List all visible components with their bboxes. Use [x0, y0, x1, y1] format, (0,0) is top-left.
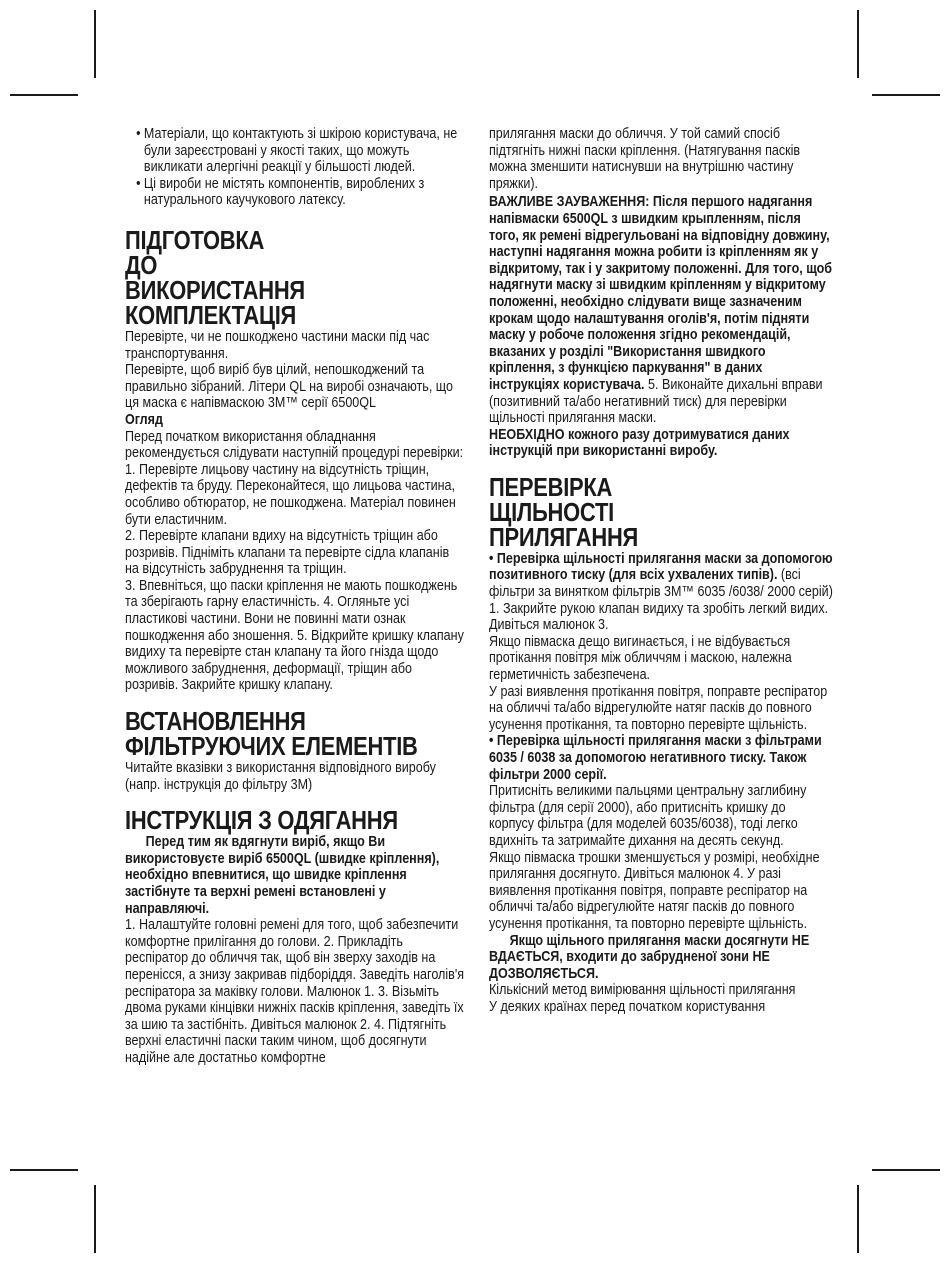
important-note-regular: 5. Виконайте дихальні вправи (позитивний та/або негативний тиск) для перевірки щільності прилягання маски. [489, 376, 823, 427]
section-heading-filter-installation: ВСТАНОВЛЕННЯ ФІЛЬТРУЮЧИХ ЕЛЕМЕНТІВ [125, 708, 418, 762]
important-note [489, 194, 834, 426]
paragraph: Кількісний метод вимірювання щільності прилягання [489, 982, 796, 999]
positive-pressure-title: • Перевірка щільності прилягання маски за допомогою позитивного тиску (для всіх ухвалених типів). [489, 550, 833, 584]
section-heading-donning-instructions: ІНСТРУКЦІЯ З ОДЯГАННЯ [125, 807, 398, 836]
positive-pressure-note: (всі фільтри за винятком фільтрів 3M™ 6035 /6038/ 2000 серій) [489, 567, 833, 601]
negative-pressure-title: • Перевірка щільності прилягання маски з фільтрами 6035 / 6038 за допомогою негативного тиску. Також фільтри 2000 серії. [489, 733, 822, 783]
crop-mark-top-left-horizontal [10, 94, 78, 96]
crop-mark-top-left-vertical [94, 10, 96, 78]
crop-mark-bottom-left-vertical [94, 1185, 96, 1253]
paragraph: 1. Закрийте рукою клапан видиху та зробіть легкий видих. Дивіться малюнок 3. [489, 600, 829, 634]
paragraph: У деяких країнах перед початком користування [489, 998, 766, 1015]
left-column [125, 126, 465, 1067]
paragraph: У разі виявлення протікання повітря, поправте респіратор на обличчі та/або відрегулюйте натяг пасків до повного усунення протікання, та повторно перевірте щільність. [489, 683, 828, 733]
crop-mark-bottom-right-vertical [857, 1185, 859, 1253]
subheading-overview: Огляд [125, 411, 163, 428]
crop-mark-bottom-right-horizontal [872, 1169, 940, 1171]
necessary-note: НЕОБХІДНО кожного разу дотримуватися даних інструкцій при використанні виробу. [489, 426, 790, 460]
inspection-step: 1. Перевірте лицьову частину на відсутність тріщин, дефектів та бруду. Переконайтеся, що лицьова частина, особливо обтюратор, не пошкоджена. Матеріал повинен бути еластичним. [125, 461, 456, 528]
paragraph: Перед початком використання обладнання рекомендується слідувати наступній процедурі перевірки: [125, 428, 464, 462]
paragraph: Якщо півмаска дещо вигинається, і не відбувається протікання повітря між обличчям і маскою, належна герметичність забезпечена. [489, 633, 792, 684]
paragraph: Перевірте, чи не пошкоджено частини маски під час транспортування. [125, 328, 430, 362]
bullet-item [125, 176, 465, 209]
crop-mark-top-right-vertical [857, 10, 859, 78]
paragraph-continued: прилягання маски до обличчя. У той самий спосіб підтягніть нижні паски кріплення. (Натягування пасків можна зменшити натиснувши на внутрішню частину пряжки). [489, 126, 801, 192]
bullet-icon: • [136, 175, 141, 192]
bullet-item [125, 126, 465, 176]
fit-warning: Якщо щільного прилягання маски досягнути НЕ ВДАЄТЬСЯ, входити до забрудненої зони НЕ ДОЗВОЛЯЄТЬСЯ. [489, 932, 810, 982]
bold-intro: Перед тим як вдягнути виріб, якщо Ви використовуєте виріб 6500QL (швидке кріплення), необхідно впевнитися, що швидке кріплення застібнуте та верхні ремені встановлені у направляючі. [125, 834, 440, 917]
bullet-text: Матеріали, що контактують зі шкірою користувача, не були зареєстровані у якості таких, що можуть викликати алергічні реакції у більшості людей. [143, 126, 458, 176]
inspection-step: 2. Перевірте клапани вдиху на відсутність тріщин або розривів. Підніміть клапани та перевірте сідла клапанів на відсутність забруднення та тріщин. [125, 528, 450, 578]
right-column [489, 126, 834, 1016]
bullet-icon: • [136, 126, 141, 142]
crop-mark-top-right-horizontal [872, 94, 940, 96]
paragraph: 1. Налаштуйте головні ремені для того, щоб забезпечити комфортне прилігання до голови. 2. Прикладіть респіратор до обличчя так, щоб він зверху заходів на перенісся, а знизу закривав підборіддя. Заведіть наголів'я респіратора за маківку голови. Малюнок 1. 3. Візьміть двома руками кінцівки нижніх пасків кріплення, заведіть їх за шию та застібніть. Дивіться малюнок 2. 4. Підтягніть верхні еластичні паски таким чином, щоб досягнути надійне але достатньо комфортне [125, 917, 465, 1066]
paragraph: Читайте вказівки з використання відповідного виробу (напр. інструкція до фільтру 3M) [125, 760, 436, 793]
inspection-step: 3. Впевніться, що паски кріплення не мають пошкоджень та зберігають гарну еластичність. 4. Огляньте усі пластикові частини. Вони не повинні мати ознак пошкодження або зношення. 5. Відкрийте кришку клапану видиху та перевірте стан клапану та його гнізда щодо можливого забруднення, деформації, тріщин або розривів. Закрийте кришку клапану. [125, 577, 464, 694]
positive-pressure-check [489, 551, 834, 601]
bullet-text: Ці вироби не містять компонентів, вироблених з натурального каучукового латексу. [143, 175, 425, 209]
paragraph: Якщо півмаска трошки зменшується у розмірі, необхідне прилягання досягнуто. Дивіться малюнок 4. У разі виявлення протікання повітря, поправте респіратор на обличчі та/або відрегулюйте натяг пасків до повного усунення протікання, та повторно перевірте щільність. [489, 849, 820, 932]
section-heading-preparation: ПІДГОТОВКА ДО ВИКОРИСТАННЯ КОМПЛЕКТАЦІЯ [125, 226, 305, 330]
important-note-bold: ВАЖЛИВЕ ЗАУВАЖЕННЯ: Після першого надягання напівмаски 6500QL з швидким крыпленням, після того, як ремені відрегульовані на відповідну довжину, наступні надягання можна робити із кріпленням як у відкритому, так і у закритому положенні. Для того, щоб надягнути маску зі швидким кріпленням у відкритому положенні, необхідно слідувати вище зазначеним крокам щодо налаштування оголів'я, потім підняти маску у робоче положення згідно рекомендацій, вказаних у розділі "Використання швидкого кріплення, з функцією паркування" в даних інструкціях користувача. [489, 194, 833, 393]
paragraph: Перевірте, щоб виріб був цілий, непошкоджений та правильно зібраний. Літери QL на виробі означають, що ця маска є напівмаскою 3M™ серії 6500QL [125, 362, 453, 412]
section-heading-fit-check: ПЕРЕВІРКА ЩІЛЬНОСТІ ПРИЛЯГАННЯ [489, 473, 639, 552]
paragraph: Притисніть великими пальцями центральну заглибину фільтра (для серії 2000), або притисніть кришку до корпусу фільтра (для моделей 6035/6038), тоді легко вдихніть та затримайте дихання на десять секунд. [489, 783, 807, 849]
crop-mark-bottom-left-horizontal [10, 1169, 78, 1171]
